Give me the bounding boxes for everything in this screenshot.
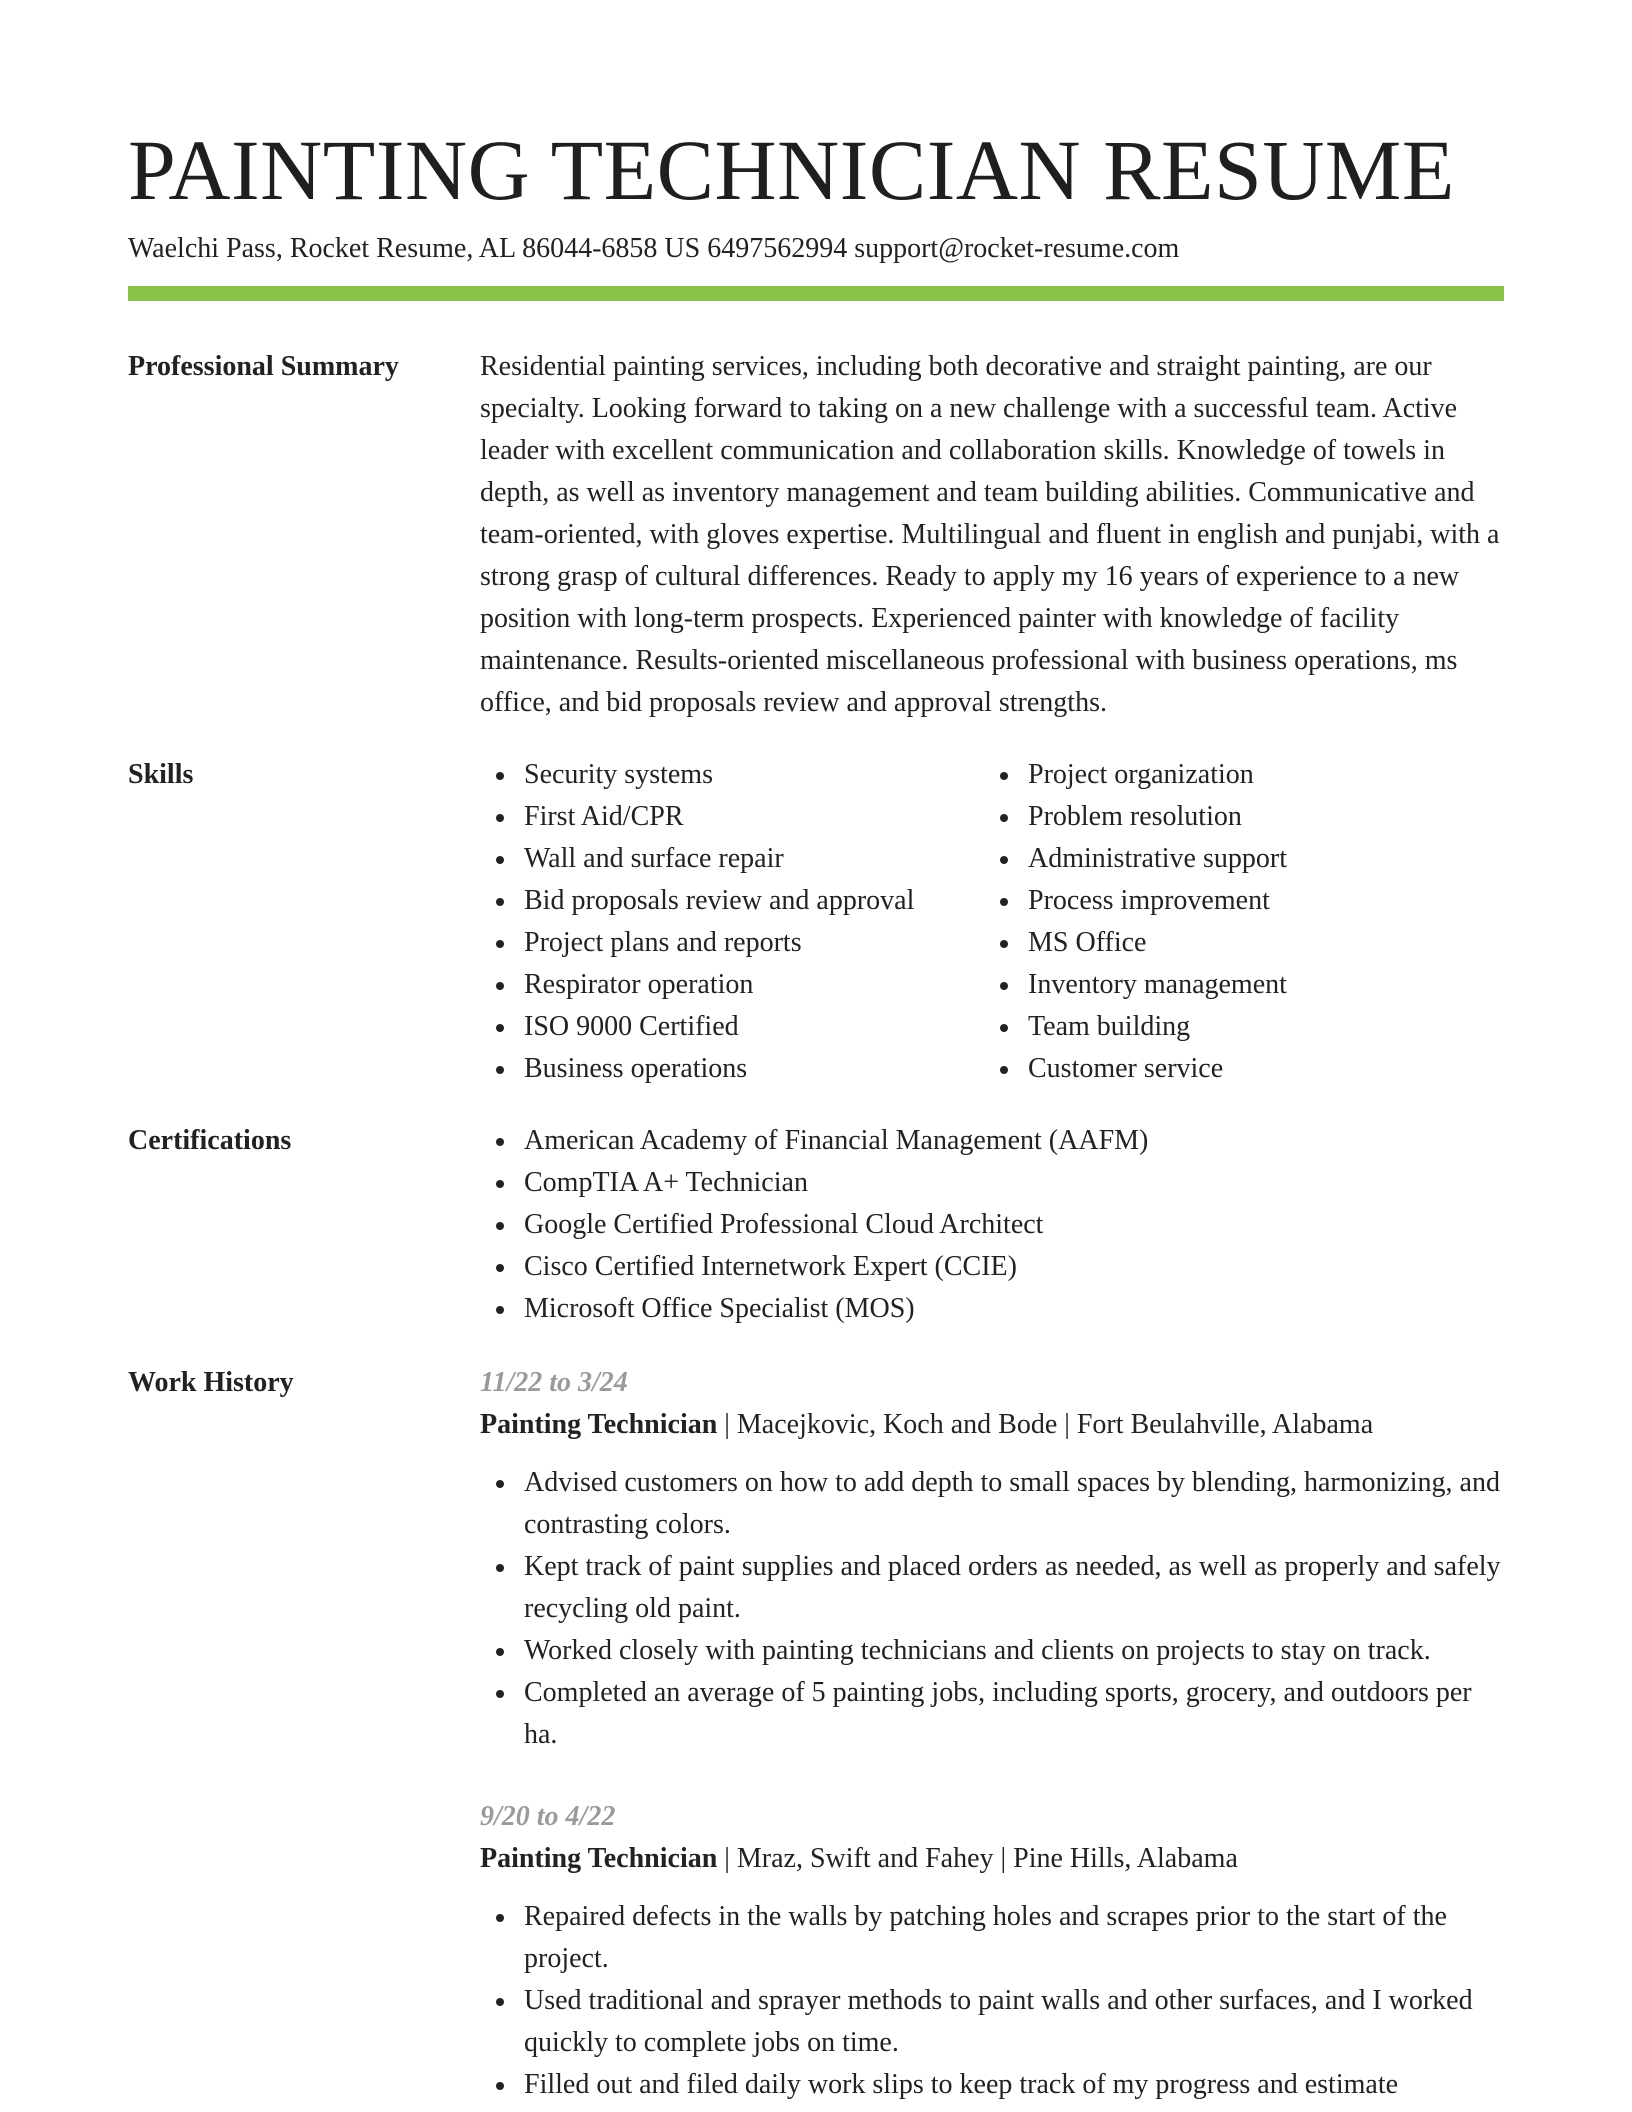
- job-entry: [480, 1796, 1504, 2106]
- contact-line: Waelchi Pass, Rocket Resume, AL 86044-6858 US 6497562994 support@rocket-resume.com: [128, 233, 1180, 264]
- skill-item: Customer service: [984, 1048, 1504, 1090]
- job-title: Painting Technician: [480, 1409, 718, 1440]
- job-employer-location: | Mraz, Swift and Fahey | Pine Hills, Alabama: [717, 1843, 1238, 1874]
- certification-item: American Academy of Financial Management (AAFM): [480, 1120, 1504, 1162]
- skill-item: Business operations: [480, 1048, 984, 1090]
- skill-item: Inventory management: [984, 964, 1504, 1006]
- certification-item: Cisco Certified Internetwork Expert (CCIE): [480, 1246, 1504, 1288]
- job-duty: Repaired defects in the walls by patching holes and scrapes prior to the start of the project.: [480, 1896, 1504, 1980]
- job-dates: 11/22 to 3/24: [480, 1367, 628, 1398]
- skill-item: Security systems: [480, 754, 984, 796]
- job-employer-location: | Macejkovic, Koch and Bode | Fort Beulahville, Alabama: [717, 1409, 1374, 1440]
- job-duty: Completed an average of 5 painting jobs, including sports, grocery, and outdoors per ha.: [480, 1672, 1504, 1756]
- work-history-heading: Work History: [128, 1367, 294, 1398]
- skill-item: First Aid/CPR: [480, 796, 984, 838]
- skills-heading: Skills: [128, 759, 194, 790]
- skill-item: Team building: [984, 1006, 1504, 1048]
- job-duty: Kept track of paint supplies and placed orders as needed, as well as properly and safely recycling old paint.: [480, 1546, 1504, 1630]
- certification-item: Microsoft Office Specialist (MOS): [480, 1288, 1504, 1330]
- skills-list-right: [984, 754, 1504, 1090]
- skill-item: Bid proposals review and approval: [480, 880, 984, 922]
- job-duties-list: [480, 1462, 1504, 1756]
- skill-item: Process improvement: [984, 880, 1504, 922]
- skill-item: Respirator operation: [480, 964, 984, 1006]
- summary-heading: Professional Summary: [128, 351, 399, 382]
- skill-item: Project plans and reports: [480, 922, 984, 964]
- job-duties-list: [480, 1896, 1504, 2106]
- summary-text: Residential painting services, including both decorative and straight painting, are our specialty. Looking forward to taking on a new challenge with a successful team. Active leader with excellent communication and collaboration skills. Knowledge of towels in depth, as well as inventory management and team building abilities. Communicative and team-oriented, with gloves expertise. Multilingual and fluent in english and punjabi, with a strong grasp of cultural differences. Ready to apply my 16 years of experience to a new position with long-term prospects. Experienced painter with knowledge of facility maintenance. Results-oriented miscellaneous professional with business operations, ms office, and bid proposals review and approval strengths.: [480, 351, 1500, 718]
- accent-divider: [128, 286, 1504, 301]
- skill-item: Problem resolution: [984, 796, 1504, 838]
- skills-body: [480, 754, 1504, 1090]
- work-history-body: [480, 1362, 1504, 2106]
- summary-body: [480, 346, 1504, 724]
- certifications-heading: Certifications: [128, 1125, 292, 1156]
- job-heading: [480, 1838, 1504, 1880]
- certifications-list: [480, 1120, 1504, 1330]
- job-duty: Advised customers on how to add depth to small spaces by blending, harmonizing, and contrasting colors.: [480, 1462, 1504, 1546]
- certification-item: Google Certified Professional Cloud Architect: [480, 1204, 1504, 1246]
- job-duty: Worked closely with painting technicians and clients on projects to stay on track.: [480, 1630, 1504, 1672]
- job-dates: 9/20 to 4/22: [480, 1801, 616, 1832]
- skill-item: ISO 9000 Certified: [480, 1006, 984, 1048]
- job-entry: [480, 1362, 1504, 1756]
- certification-item: CompTIA A+ Technician: [480, 1162, 1504, 1204]
- job-title: Painting Technician: [480, 1843, 718, 1874]
- skill-item: Administrative support: [984, 838, 1504, 880]
- skill-item: Wall and surface repair: [480, 838, 984, 880]
- skill-item: Project organization: [984, 754, 1504, 796]
- job-duty: Filled out and filed daily work slips to keep track of my progress and estimate: [480, 2064, 1504, 2106]
- skill-item: MS Office: [984, 922, 1504, 964]
- resume-title: PAINTING TECHNICIAN RESUME: [128, 122, 1455, 218]
- job-duty: Used traditional and sprayer methods to paint walls and other surfaces, and I worked quickly to complete jobs on time.: [480, 1980, 1504, 2064]
- skills-list-left: [480, 754, 984, 1090]
- job-heading: [480, 1404, 1504, 1446]
- certifications-body: [480, 1120, 1504, 1330]
